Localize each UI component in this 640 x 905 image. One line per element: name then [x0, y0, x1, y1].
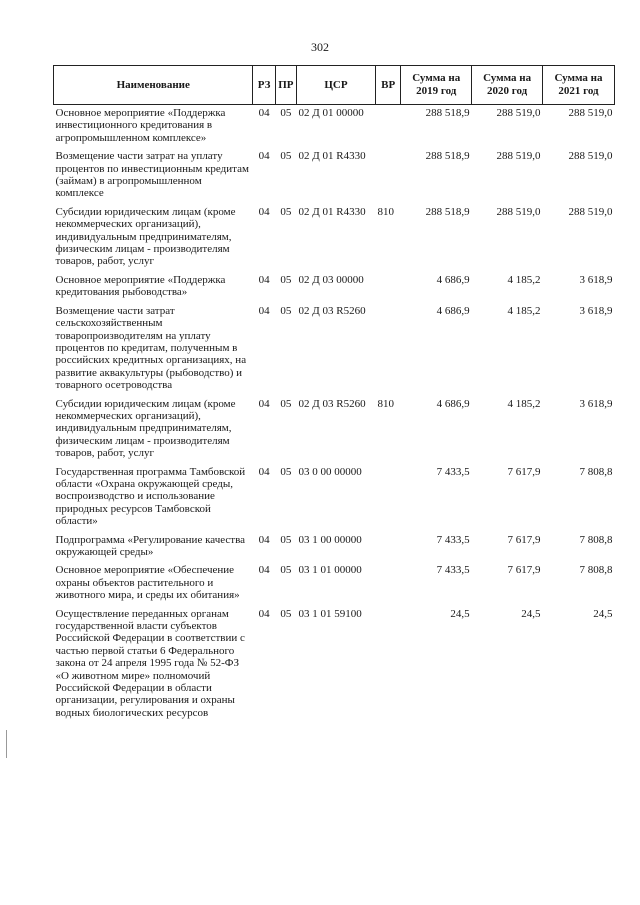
- scan-margin-mark: [6, 730, 7, 758]
- table-row: [54, 272, 615, 303]
- cell-csr: 02 Д 01 R4330: [298, 205, 366, 218]
- cell-pr: 05: [280, 205, 292, 218]
- table-row: [54, 204, 615, 272]
- header-name: Наименование: [54, 66, 253, 105]
- cell-pr: 05: [280, 465, 292, 478]
- cell-pr: 05: [280, 607, 292, 620]
- cell-csr: 02 Д 03 R5260: [298, 304, 366, 317]
- table-row: [54, 396, 615, 464]
- header-2020: Сумма на 2020 год: [472, 66, 543, 105]
- cell-vr: [375, 532, 400, 563]
- cell-2019: 7 433,5: [436, 465, 470, 478]
- cell-2019: 288 518,9: [425, 107, 470, 119]
- cell-vr: [375, 303, 400, 396]
- cell-rz: 04: [258, 273, 270, 286]
- cell-2019: 24,5: [450, 607, 470, 620]
- cell-name: Возмещение части затрат сельскохозяйственным товаропроизводителям на уплату процентов по кредитам, полученным в российских кредитных организациях, на развитие аквакультуры (рыбоводство) и товарного осетроводства: [55, 304, 247, 392]
- cell-2019: 288 518,9: [425, 205, 470, 218]
- cell-2021: 3 618,9: [579, 273, 613, 286]
- cell-pr: 05: [280, 397, 292, 410]
- table-row: [54, 303, 615, 396]
- header-2021: Сумма на 2021 год: [543, 66, 615, 105]
- cell-2019: 288 518,9: [425, 150, 470, 163]
- cell-name: Осуществление переданных органам государственной власти субъектов Российской Федерации в соответствии с частью первой статьи 6 Федерального закона от 24 апреля 1995 года № 52-ФЗ «О животном мире» полномочий Российской Федерации в области организации, регулирования и охраны водных биологических ресурсов: [55, 607, 245, 719]
- cell-vr: [375, 464, 400, 532]
- cell-name: Основное мероприятие «Поддержка кредитования рыбоводства»: [55, 273, 226, 299]
- cell-2019: 4 686,9: [436, 304, 470, 317]
- cell-csr: 03 1 01 00000: [298, 564, 362, 577]
- cell-vr: 810: [377, 397, 394, 410]
- cell-2019: 4 686,9: [436, 397, 470, 410]
- cell-rz: 04: [258, 465, 270, 478]
- page-number: 302: [311, 40, 329, 54]
- cell-2021: 3 618,9: [579, 304, 613, 317]
- header-vr: ВР: [375, 66, 400, 105]
- cell-pr: 05: [280, 150, 292, 163]
- cell-pr: 05: [280, 304, 292, 317]
- cell-rz: 04: [258, 397, 270, 410]
- cell-pr: 05: [280, 107, 292, 119]
- cell-2021: 7 808,8: [579, 533, 613, 546]
- cell-rz: 04: [258, 205, 270, 218]
- cell-csr: 03 0 00 00000: [298, 465, 362, 478]
- cell-name: Государственная программа Тамбовской области «Охрана окружающей среды, воспроизводство и использование природных ресурсов Тамбовской области»: [55, 465, 246, 528]
- header-pr: ПР: [275, 66, 296, 105]
- cell-pr: 05: [280, 564, 292, 577]
- cell-vr: [375, 105, 400, 149]
- header-2019: Сумма на 2019 год: [401, 66, 472, 105]
- cell-2020: 4 185,2: [507, 273, 541, 286]
- cell-2019: 7 433,5: [436, 533, 470, 546]
- cell-name: Подпрограмма «Регулирование качества окружающей среды»: [55, 533, 246, 558]
- cell-pr: 05: [280, 273, 292, 286]
- cell-csr: 03 1 00 00000: [298, 533, 362, 546]
- header-csr: ЦСР: [297, 66, 376, 105]
- cell-csr: 02 Д 03 00000: [298, 273, 364, 286]
- table-header-row: [54, 66, 615, 105]
- cell-2020: 7 617,9: [507, 465, 541, 478]
- cell-name: Основное мероприятие «Поддержка инвестиционного кредитования в агропромышленном комплексе»: [55, 107, 226, 144]
- cell-rz: 04: [258, 107, 270, 119]
- cell-rz: 04: [258, 304, 270, 317]
- cell-2020: 24,5: [521, 607, 541, 620]
- cell-rz: 04: [258, 533, 270, 546]
- cell-2020: 288 519,0: [496, 107, 541, 119]
- cell-2020: 7 617,9: [507, 533, 541, 546]
- cell-name: Субсидии юридическим лицам (кроме некоммерческих организаций), индивидуальным предпринимателям, физическим лицам - производителям товаров, работ, услуг: [55, 205, 236, 268]
- cell-2021: 7 808,8: [579, 465, 613, 478]
- cell-2020: 4 185,2: [507, 397, 541, 410]
- cell-2020: 288 519,0: [496, 205, 541, 218]
- cell-2020: 288 519,0: [496, 150, 541, 163]
- cell-pr: 05: [280, 533, 292, 546]
- table-row: [54, 562, 615, 605]
- cell-rz: 04: [258, 607, 270, 620]
- cell-name: Основное мероприятие «Обеспечение охраны объектов растительного и животного мира, и среды их обитания»: [55, 564, 240, 602]
- cell-vr: 810: [377, 205, 394, 218]
- cell-2021: 288 519,0: [568, 107, 613, 119]
- cell-name: Субсидии юридическим лицам (кроме некоммерческих организаций), индивидуальным предпринимателям, физическим лицам - производителям товаров, работ, услуг: [55, 397, 236, 460]
- header-rz: РЗ: [253, 66, 275, 105]
- cell-rz: 04: [258, 564, 270, 577]
- table-row: [54, 105, 615, 149]
- table-row: [54, 532, 615, 563]
- cell-vr: [375, 272, 400, 303]
- table-row: [54, 148, 615, 204]
- cell-2020: 4 185,2: [507, 304, 541, 317]
- cell-2021: 288 519,0: [568, 205, 613, 218]
- cell-csr: 02 Д 01 R4330: [298, 150, 366, 163]
- cell-2021: 3 618,9: [579, 397, 613, 410]
- cell-rz: 04: [258, 150, 270, 163]
- cell-2021: 288 519,0: [568, 150, 613, 163]
- cell-csr: 02 Д 01 00000: [298, 107, 364, 119]
- cell-2019: 4 686,9: [436, 273, 470, 286]
- budget-table: [53, 65, 615, 723]
- cell-2019: 7 433,5: [436, 564, 470, 577]
- cell-vr: [375, 562, 400, 605]
- cell-2020: 7 617,9: [507, 564, 541, 577]
- table-row: [54, 464, 615, 532]
- table-row: [54, 606, 615, 724]
- cell-csr: 03 1 01 59100: [298, 607, 362, 620]
- cell-vr: [375, 606, 400, 724]
- cell-2021: 7 808,8: [579, 564, 613, 577]
- cell-csr: 02 Д 03 R5260: [298, 397, 366, 410]
- cell-vr: [375, 148, 400, 204]
- cell-name: Возмещение части затрат на уплату процентов по инвестиционным кредитам (займам) в агропромышленном комплексе: [55, 150, 249, 200]
- cell-2021: 24,5: [593, 607, 613, 620]
